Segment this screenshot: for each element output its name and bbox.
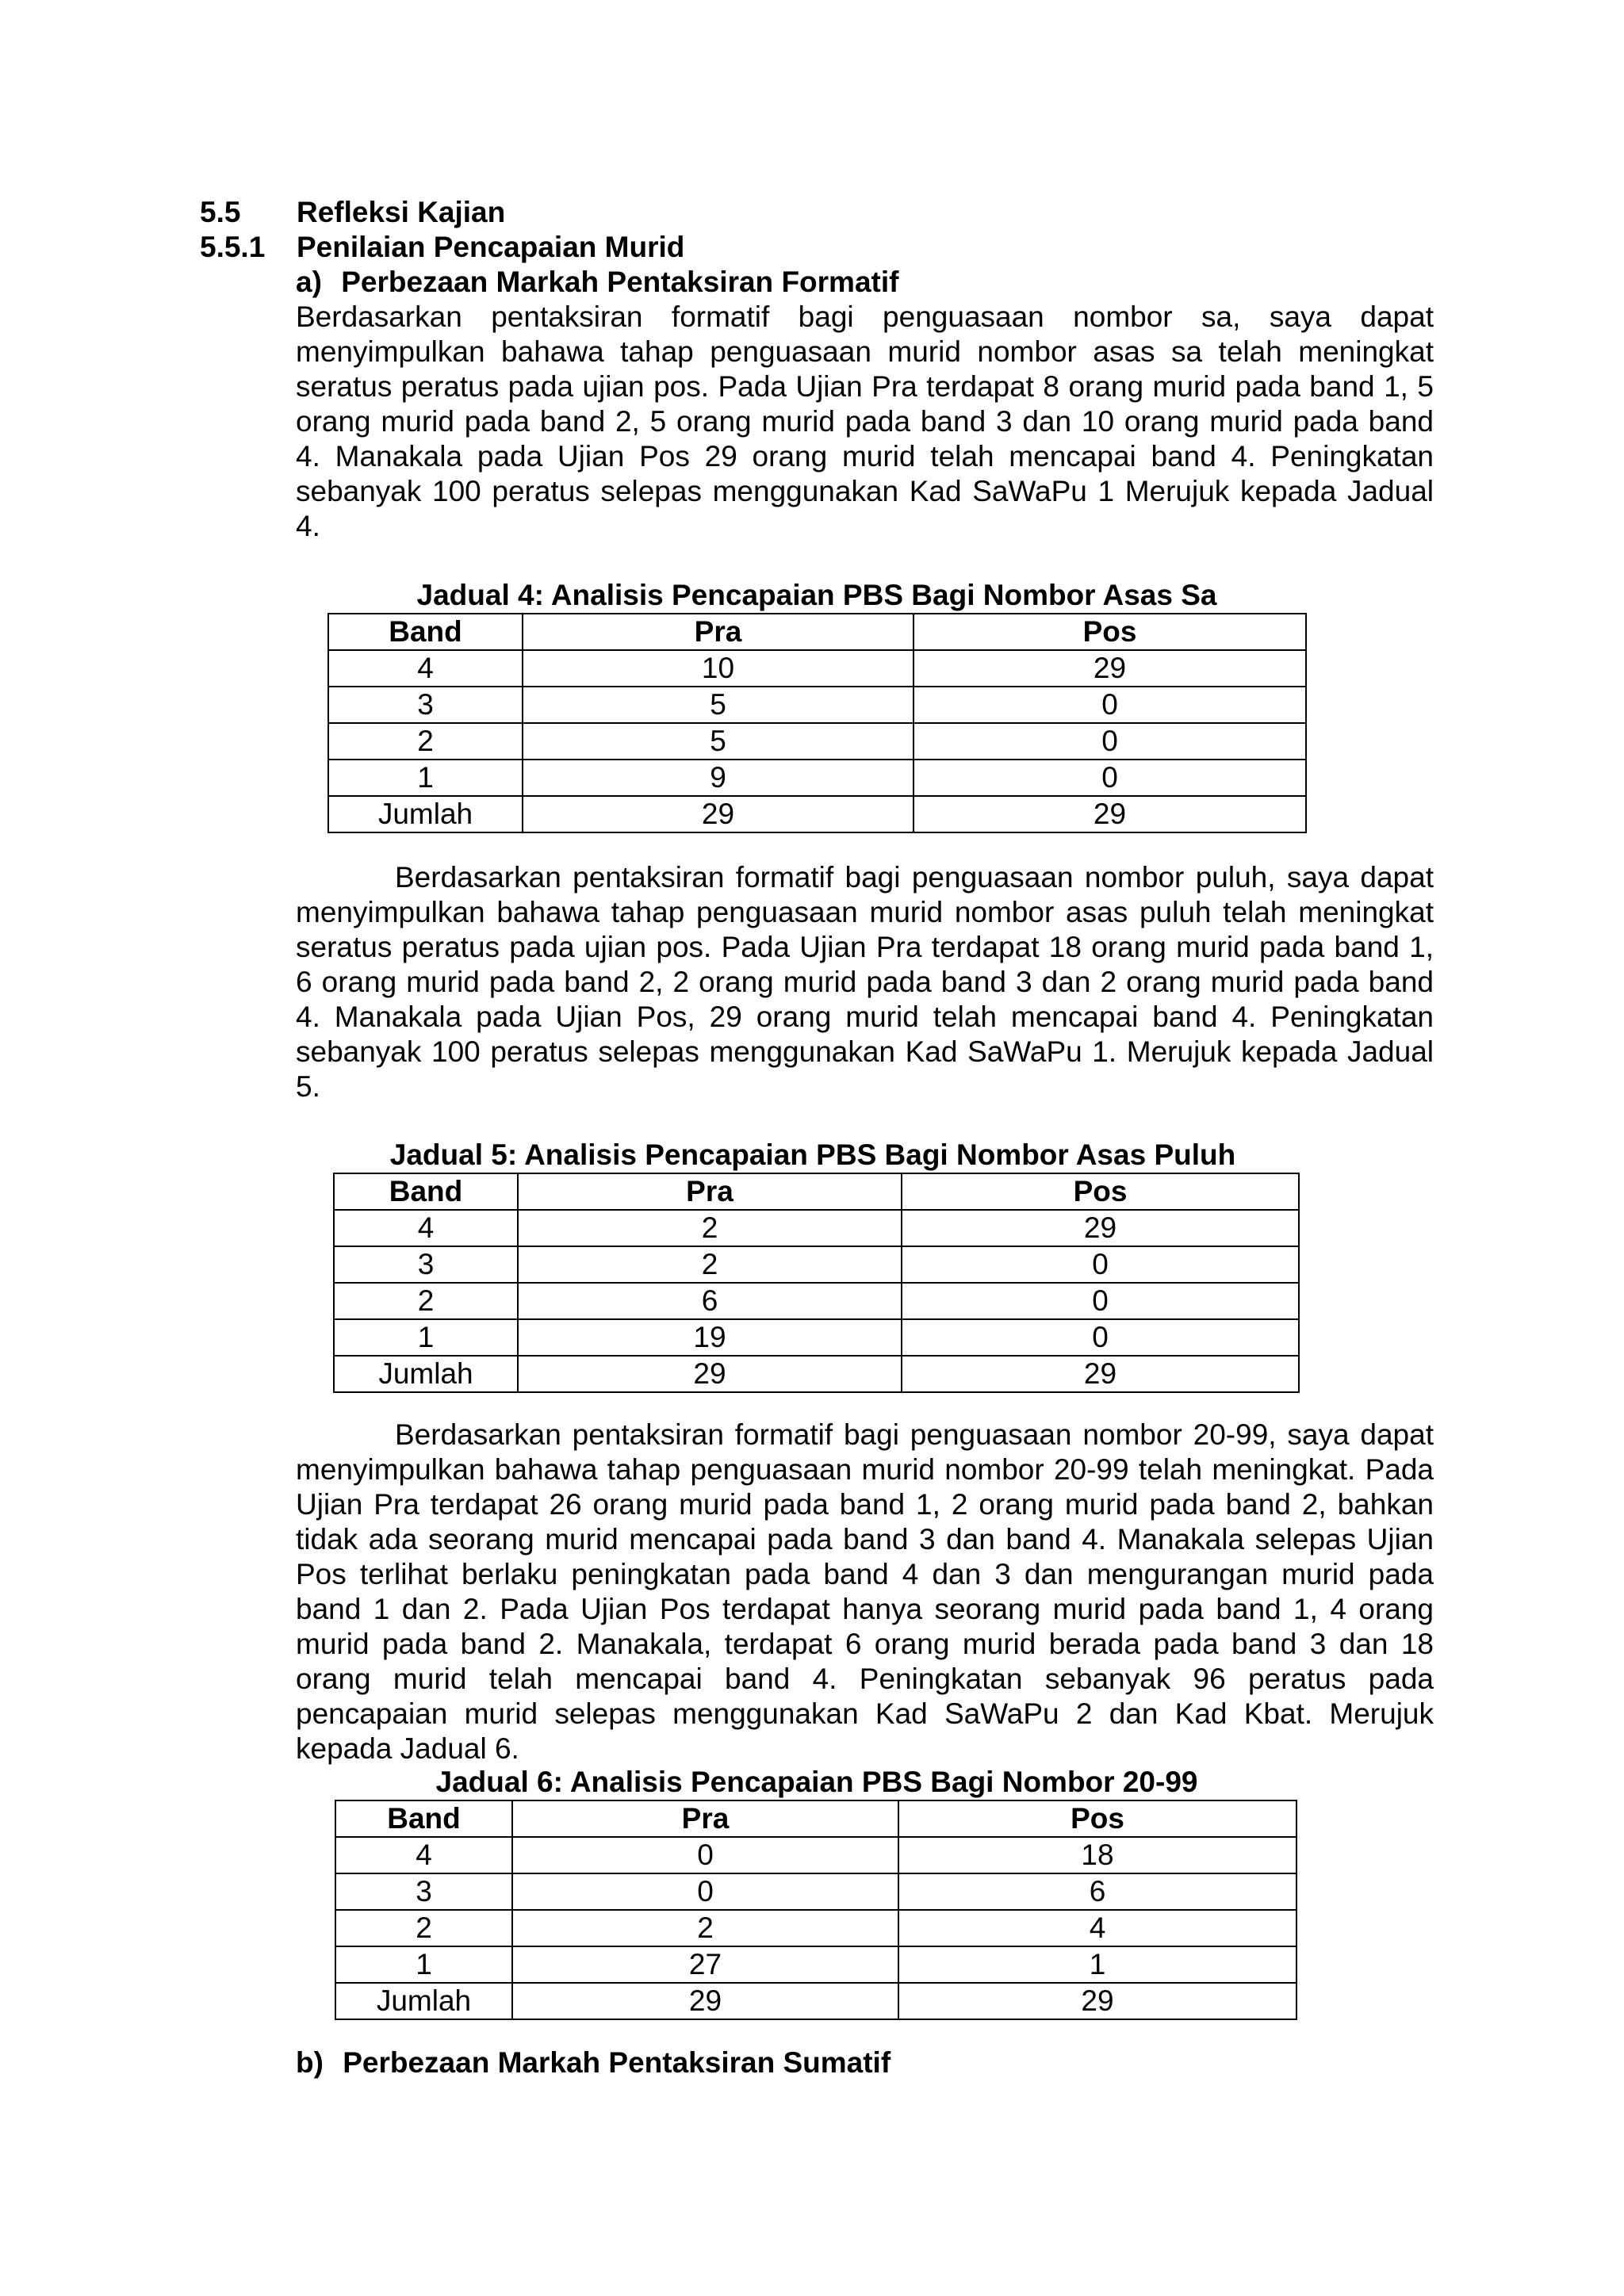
- cell-pos: 29: [914, 650, 1306, 687]
- table-row: [328, 687, 1306, 723]
- table-6-caption: Jadual 6: Analisis Pencapaian PBS Bagi Nombor 20-99: [435, 1766, 1198, 1798]
- cell-pra: 2: [518, 1246, 902, 1283]
- table-row: [328, 760, 1306, 796]
- part-b-marker: b): [296, 2046, 324, 2079]
- table-header-row: [334, 1173, 1299, 1210]
- table-total-row: [335, 1983, 1297, 2019]
- cell-pra: 29: [523, 796, 914, 832]
- cell-pos: 0: [914, 687, 1306, 723]
- cell-pra: 2: [512, 1910, 898, 1946]
- cell-band: 2: [335, 1910, 512, 1946]
- column-header-pos: Pos: [898, 1800, 1297, 1837]
- cell-band: Jumlah: [334, 1356, 518, 1392]
- paragraph-3: Berdasarkan pentaksiran formatif bagi penguasaan nombor 20-99, saya dapat menyimpulkan bahawa tahap penguasaan murid nombor 20-99 telah meningkat. Pada Ujian Pra terdapat 26 orang murid pada band 1, 2 orang murid pada band 2, bahkan tidak ada seorang murid mencapai pada band 3 dan band 4. Manakala selepas Ujian Pos terlihat berlaku peningkatan pada band 4 dan 3 dan mengurangan murid pada band 1 dan 2. Pada Ujian Pos terdapat hanya seorang murid pada band 1, 4 orang murid pada band 2. Manakala, terdapat 6 orang murid berada pada band 3 dan 18 orang murid telah mencapai band 4. Peningkatan sebanyak 96 peratus pada pencapaian murid selepas menggunakan Kad SaWaPu 2 dan Kad Kbat. Merujuk kepada Jadual 6.: [296, 1418, 1434, 1765]
- subsection-title: Penilaian Pencapaian Murid: [297, 231, 685, 263]
- table-row: [328, 723, 1306, 760]
- column-header-pra: Pra: [512, 1800, 898, 1837]
- part-a-title: Perbezaan Markah Pentaksiran Formatif: [341, 266, 899, 298]
- cell-pos: 0: [914, 723, 1306, 760]
- column-header-band: Band: [334, 1173, 518, 1210]
- cell-band: 1: [334, 1319, 518, 1356]
- part-a-marker: a): [296, 266, 322, 298]
- column-header-pra: Pra: [518, 1173, 902, 1210]
- table-5-caption: Jadual 5: Analisis Pencapaian PBS Bagi Nombor Asas Puluh: [389, 1138, 1236, 1171]
- cell-band: 1: [328, 760, 523, 796]
- table-row: [335, 1946, 1297, 1983]
- cell-pra: 29: [518, 1356, 902, 1392]
- subsection-number: 5.5.1: [200, 231, 266, 263]
- column-header-pos: Pos: [914, 614, 1306, 650]
- section-title: Refleksi Kajian: [297, 196, 506, 228]
- cell-pos: 29: [914, 796, 1306, 832]
- cell-band: Jumlah: [335, 1983, 512, 2019]
- table-header-row: [335, 1800, 1297, 1837]
- cell-band: 3: [335, 1873, 512, 1910]
- cell-pos: 18: [898, 1837, 1297, 1873]
- part-a-heading: [296, 265, 1406, 300]
- cell-band: 4: [335, 1837, 512, 1873]
- cell-pos: 29: [902, 1210, 1299, 1246]
- table-5: [333, 1173, 1300, 1393]
- table-total-row: [328, 796, 1306, 832]
- cell-band: 4: [334, 1210, 518, 1246]
- cell-band: 3: [328, 687, 523, 723]
- cell-band: Jumlah: [328, 796, 523, 832]
- part-b-heading: [296, 2045, 1406, 2080]
- cell-pra: 6: [518, 1283, 902, 1319]
- cell-pos: 4: [898, 1910, 1297, 1946]
- cell-pra: 0: [512, 1837, 898, 1873]
- cell-band: 1: [335, 1946, 512, 1983]
- section-number: 5.5: [200, 196, 241, 228]
- table-row: [328, 650, 1306, 687]
- cell-pra: 5: [523, 687, 914, 723]
- cell-band: 2: [334, 1283, 518, 1319]
- cell-band: 2: [328, 723, 523, 760]
- cell-pra: 10: [523, 650, 914, 687]
- cell-pra: 9: [523, 760, 914, 796]
- cell-pos: 1: [898, 1946, 1297, 1983]
- cell-pra: 5: [523, 723, 914, 760]
- cell-pra: 29: [512, 1983, 898, 2019]
- table-row: [335, 1910, 1297, 1946]
- column-header-band: Band: [335, 1800, 512, 1837]
- column-header-pos: Pos: [902, 1173, 1299, 1210]
- cell-pra: 19: [518, 1319, 902, 1356]
- table-total-row: [334, 1356, 1299, 1392]
- cell-pra: 0: [512, 1873, 898, 1910]
- table-row: [335, 1837, 1297, 1873]
- column-header-pra: Pra: [523, 614, 914, 650]
- cell-pos: 0: [902, 1283, 1299, 1319]
- table-row: [334, 1246, 1299, 1283]
- cell-pos: 0: [914, 760, 1306, 796]
- cell-pos: 0: [902, 1319, 1299, 1356]
- cell-pos: 6: [898, 1873, 1297, 1910]
- cell-pos: 0: [902, 1246, 1299, 1283]
- cell-band: 4: [328, 650, 523, 687]
- table-6: [335, 1800, 1297, 2020]
- cell-pra: 2: [518, 1210, 902, 1246]
- paragraph-2: Berdasarkan pentaksiran formatif bagi penguasaan nombor puluh, saya dapat menyimpulkan bahawa tahap penguasaan murid nombor asas puluh telah meningkat seratus peratus pada ujian pos. Pada Ujian Pra terdapat 18 orang murid pada band 1, 6 orang murid pada band 2, 2 orang murid pada band 3 dan 2 orang murid pada band 4. Manakala pada Ujian Pos, 29 orang murid telah mencapai band 4. Peningkatan sebanyak 100 peratus selepas menggunakan Kad SaWaPu 1. Merujuk kepada Jadual 5.: [296, 861, 1434, 1103]
- cell-pos: 29: [898, 1983, 1297, 2019]
- table-header-row: [328, 614, 1306, 650]
- cell-band: 3: [334, 1246, 518, 1283]
- part-b-title: Perbezaan Markah Pentaksiran Sumatif: [343, 2046, 891, 2079]
- table-row: [334, 1319, 1299, 1356]
- column-header-band: Band: [328, 614, 523, 650]
- table-row: [334, 1283, 1299, 1319]
- cell-pos: 29: [902, 1356, 1299, 1392]
- table-row: [335, 1873, 1297, 1910]
- table-row: [334, 1210, 1299, 1246]
- cell-pra: 27: [512, 1946, 898, 1983]
- paragraph-1: Berdasarkan pentaksiran formatif bagi penguasaan nombor sa, saya dapat menyimpulkan bahawa tahap penguasaan murid nombor asas sa telah meningkat seratus peratus pada ujian pos. Pada Ujian Pra terdapat 8 orang murid pada band 1, 5 orang murid pada band 2, 5 orang murid pada band 3 dan 10 orang murid pada band 4. Manakala pada Ujian Pos 29 orang murid telah mencapai band 4. Peningkatan sebanyak 100 peratus selepas menggunakan Kad SaWaPu 1 Merujuk kepada Jadual 4.: [296, 300, 1434, 542]
- table-4: [327, 613, 1307, 833]
- table-4-caption: Jadual 4: Analisis Pencapaian PBS Bagi Nombor Asas Sa: [416, 579, 1217, 611]
